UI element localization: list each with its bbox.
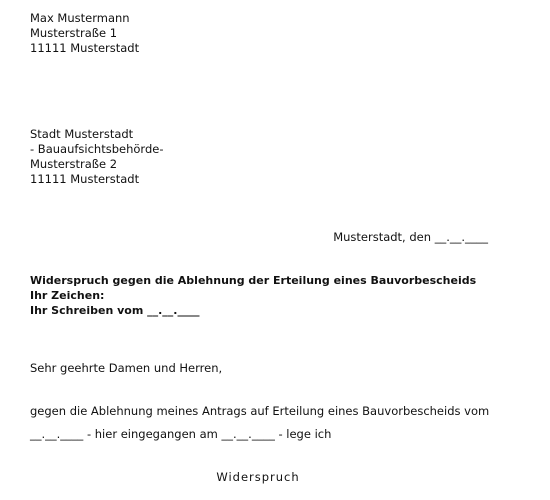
paragraph-line-1: gegen die Ablehnung meines Antrags auf Erteilung eines Bauvorbescheids vom: [30, 404, 490, 418]
salutation: Sehr geehrte Damen und Herren,: [30, 361, 223, 375]
sender-name: Max Mustermann: [30, 11, 130, 25]
recipient-name: Stadt Musterstadt: [30, 127, 134, 141]
centered-widerspruch: Widerspruch: [216, 470, 300, 484]
sender-street: Musterstraße 1: [30, 26, 118, 40]
sender-city: 11111 Musterstadt: [30, 41, 140, 55]
recipient-street: Musterstraße 2: [30, 157, 118, 171]
subject-reference: Ihr Zeichen:: [30, 289, 105, 302]
paragraph-line-2: __.__.____ - hier eingegangen am __.__.____ - lege ich: [30, 427, 332, 441]
recipient-city: 11111 Musterstadt: [30, 172, 140, 186]
date-line: Musterstadt, den __.__.____: [333, 230, 488, 244]
subject-title: Widerspruch gegen die Ablehnung der Erteilung eines Bauvorbescheids: [30, 274, 477, 287]
subject-letter-date: Ihr Schreiben vom __.__.____: [30, 304, 200, 317]
recipient-department: - Bauaufsichtsbehörde-: [30, 142, 164, 156]
